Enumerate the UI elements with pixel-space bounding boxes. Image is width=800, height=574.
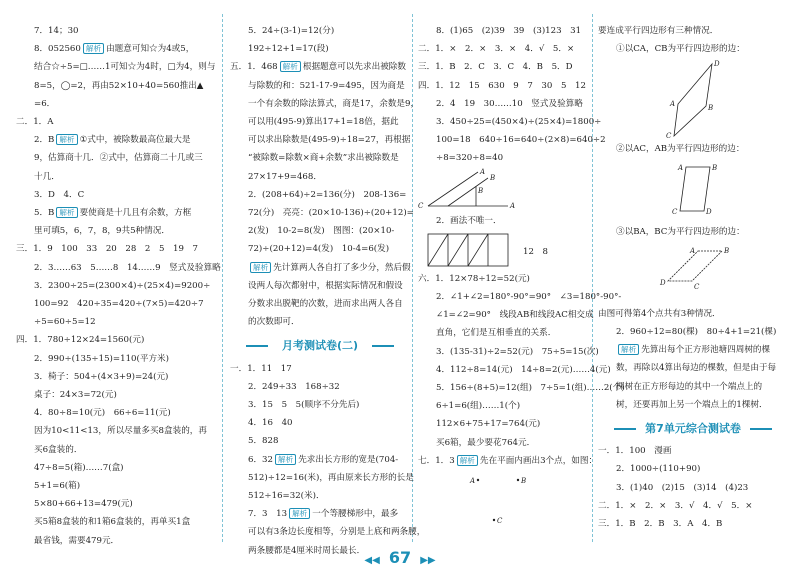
answer-line bbox=[16, 222, 212, 240]
answer-text: 27×17+9=468． bbox=[248, 171, 322, 182]
answer-line bbox=[230, 204, 414, 222]
answer-line bbox=[230, 131, 410, 149]
answer-text: 一．1．11 17 bbox=[230, 363, 292, 374]
analysis-text: 根据题意可以先求出被除数 bbox=[302, 62, 406, 73]
answer-line bbox=[230, 77, 410, 95]
answer-text: 2．4 19 30……10 竖式及验算略 bbox=[436, 98, 583, 109]
answer-text: 数，再除以4算出每边的棵数，但是由于每 bbox=[616, 363, 777, 374]
point-label: B bbox=[724, 246, 730, 255]
answer-text: 三．1．B 2．C 3．C 4．B 5．D bbox=[418, 62, 573, 73]
analysis-tag: 解析 bbox=[457, 455, 478, 466]
answer-text: 因为10<11<13，所以尽量多买8盒装的，再 bbox=[34, 426, 207, 437]
answer-line bbox=[230, 277, 410, 295]
answer-line bbox=[16, 95, 212, 113]
ray-line bbox=[428, 172, 478, 206]
answer-text: 十几． bbox=[34, 171, 60, 182]
para2-figure bbox=[598, 159, 788, 223]
answer-line bbox=[230, 505, 410, 523]
page-number: 67 bbox=[388, 548, 412, 567]
answer-text: 四．1．12 15 630 9 7 30 5 12 bbox=[418, 80, 586, 91]
answer-line bbox=[598, 359, 788, 377]
parallelogram bbox=[668, 251, 722, 281]
answer-text: 112×6+75+17=764(元) bbox=[436, 419, 541, 430]
grid-diagonal bbox=[468, 234, 488, 266]
answer-line bbox=[16, 259, 221, 277]
answer-line bbox=[230, 313, 410, 331]
answer-line bbox=[16, 240, 212, 258]
answer-line bbox=[418, 324, 590, 342]
answer-text: 5．24÷(3-1)=12(分) bbox=[248, 26, 335, 36]
parallelogram-drawing bbox=[598, 241, 778, 305]
answer-text: 3．15 5 5(顺序不分先后) bbox=[248, 400, 360, 411]
angle-drawing bbox=[418, 168, 568, 212]
answer-line bbox=[418, 288, 622, 306]
answer-text: 买6盒装的． bbox=[34, 444, 83, 455]
answer-line bbox=[418, 415, 590, 433]
answer-text: ③以BA，BC为平行四边形的边： bbox=[616, 226, 745, 237]
answer-text: 6．32 bbox=[248, 454, 273, 465]
answer-text: 4．80÷8=10(元) 66÷6=11(元) bbox=[34, 408, 171, 419]
answer-line bbox=[16, 404, 212, 422]
answer-text: 5×80+66+13=479(元) bbox=[34, 499, 133, 510]
answer-line bbox=[16, 477, 212, 495]
answer-text: 72(分) 亮亮：(20×10-136)÷(20+12)= bbox=[248, 208, 414, 219]
answer-line bbox=[230, 22, 410, 40]
answer-text: 要连成平行四边形有三种情况． bbox=[598, 26, 719, 36]
point-label: C bbox=[418, 201, 424, 210]
answer-text: 由图可得第4个点共有3种情况． bbox=[598, 308, 721, 319]
point-label: A bbox=[470, 477, 476, 486]
answer-text: 2．画法不唯一． bbox=[436, 215, 502, 226]
point-dot bbox=[477, 479, 479, 481]
point-label: A bbox=[690, 246, 696, 255]
answer-line bbox=[16, 149, 212, 167]
points-figure bbox=[418, 470, 590, 528]
para3-figure bbox=[598, 241, 788, 305]
answer-text: ÷8=320÷8=40 bbox=[436, 153, 504, 164]
answer-text: 2(发) 10-2=8(发) 图图：(20×10- bbox=[248, 226, 395, 237]
answer-line bbox=[230, 451, 410, 469]
answer-line bbox=[418, 343, 599, 361]
point-label: C bbox=[497, 517, 503, 526]
analysis-text: 先求出长方形的宽是(704- bbox=[298, 454, 399, 465]
answer-text: ∠1=∠2=90° 线段AB和线段AC相交成 bbox=[436, 310, 594, 321]
points-drawing bbox=[418, 470, 588, 528]
answer-line bbox=[16, 113, 212, 131]
grid-answer: 12 8 bbox=[523, 246, 548, 257]
point-label: A bbox=[510, 201, 516, 210]
point-label: C bbox=[666, 132, 672, 141]
answer-line bbox=[16, 368, 212, 386]
answer-line bbox=[230, 414, 410, 432]
answer-line bbox=[598, 22, 788, 40]
answer-line bbox=[598, 378, 788, 396]
column-divider bbox=[412, 14, 413, 542]
answer-text: 一．1．100 漫画 bbox=[598, 446, 672, 457]
column-3 bbox=[418, 22, 625, 528]
answer-line bbox=[230, 432, 410, 450]
point-dot bbox=[517, 479, 519, 481]
answer-text: 结合☆÷5=□……1可知☆为4时，□为4，则与 bbox=[34, 62, 216, 73]
answer-text: 3．D 4．C bbox=[34, 189, 85, 200]
answer-text: 二．1．× 2．× 3．√ 4．√ 5．× bbox=[598, 500, 753, 511]
answer-line bbox=[230, 360, 410, 378]
answer-line bbox=[418, 149, 590, 167]
answer-line bbox=[16, 386, 212, 404]
column-4 bbox=[598, 22, 788, 533]
answer-text: 2．3……63 5……8 14……9 竖式及验算略 bbox=[34, 262, 221, 273]
parallelogram-drawing bbox=[598, 58, 778, 140]
answer-line bbox=[418, 306, 594, 324]
answer-line bbox=[418, 212, 590, 230]
answer-text: 买6箱，最少要花764元． bbox=[436, 437, 536, 448]
answer-text: 可以求出除数是(495-9)÷18=27，再根据 bbox=[248, 135, 411, 146]
analysis-text: 一个等腰梯形中，最多 bbox=[312, 509, 399, 520]
answer-text: 2．249÷33 168÷32 bbox=[248, 381, 340, 392]
answer-line bbox=[418, 397, 590, 415]
answer-line bbox=[230, 149, 410, 167]
answer-line bbox=[16, 295, 212, 313]
point-label: C bbox=[672, 207, 678, 216]
answer-line bbox=[418, 113, 602, 131]
answer-text: 可以有3条边长度相等，分别是上底和两条腰， bbox=[248, 527, 426, 538]
parallelogram-drawing bbox=[598, 159, 778, 223]
answer-line bbox=[598, 341, 788, 359]
analysis-tag: 解析 bbox=[56, 207, 77, 218]
answer-line bbox=[418, 361, 611, 379]
answer-line bbox=[16, 422, 212, 440]
answer-text: 2．B bbox=[34, 135, 55, 146]
answer-text: 三．1．9 100 33 20 28 2 5 19 7 bbox=[16, 244, 199, 255]
answer-text: 9，估算商十几．②式中，估算商二十几或三 bbox=[34, 153, 203, 164]
answer-text: 树，还要再加上另一个端点上的1棵树． bbox=[616, 399, 768, 410]
answer-text: 2．1000÷(110+90) bbox=[616, 464, 701, 475]
point-label: A bbox=[678, 163, 684, 172]
answer-text: 三．1．B 2．B 3．A 4．B bbox=[598, 519, 723, 530]
page-footer bbox=[0, 545, 800, 567]
answer-line bbox=[16, 277, 212, 295]
answer-line bbox=[598, 223, 788, 241]
answer-line bbox=[230, 95, 420, 113]
answer-line bbox=[230, 396, 410, 414]
analysis-text: 先算出每个正方形池塘四周树的棵 bbox=[641, 345, 771, 356]
answer-line bbox=[418, 379, 625, 397]
answer-text: 二．1．A bbox=[16, 117, 54, 128]
answer-text: 5+1=6(箱) bbox=[34, 481, 81, 492]
point-label: D bbox=[714, 60, 720, 69]
answer-line bbox=[598, 479, 788, 497]
next-arrows-icon: ▶▶ bbox=[420, 555, 436, 566]
answer-line bbox=[230, 240, 410, 258]
answer-line bbox=[418, 77, 590, 95]
answer-text: 512÷16=32(米)． bbox=[248, 491, 325, 502]
answer-line bbox=[418, 22, 590, 40]
answer-line bbox=[16, 513, 212, 531]
answer-text: 5．B bbox=[34, 208, 55, 219]
section-title: 第7单元综合测试卷 bbox=[598, 420, 788, 438]
para1-figure bbox=[598, 58, 788, 140]
answer-line bbox=[230, 469, 414, 487]
column-1 bbox=[16, 22, 221, 550]
answer-line bbox=[598, 396, 788, 414]
analysis-tag: 解析 bbox=[56, 134, 77, 145]
answer-line bbox=[230, 295, 410, 313]
answer-text: 6÷1=6(组)……1(个) bbox=[436, 401, 521, 412]
point-label: B bbox=[478, 186, 484, 195]
point-dot bbox=[493, 519, 495, 521]
prev-arrows-icon: ◀◀ bbox=[364, 555, 380, 566]
answer-text: 2．(208+64)÷2=136(分) 208-136= bbox=[248, 189, 407, 200]
point-label: D bbox=[706, 207, 712, 216]
answer-line bbox=[16, 40, 212, 58]
grid-diagonal bbox=[428, 234, 448, 266]
analysis-tag: 解析 bbox=[275, 454, 296, 465]
analysis-text: 先计算两人各自打了多少分，然后假 bbox=[273, 262, 411, 273]
answer-text: ①以CA，CB为平行四边形的边： bbox=[616, 44, 745, 55]
answer-line bbox=[418, 270, 590, 288]
answer-line bbox=[230, 222, 410, 240]
answer-text: 2．960÷12=80(棵) 80÷4+1=21(棵) bbox=[616, 327, 777, 338]
answer-line bbox=[598, 460, 788, 478]
answer-line bbox=[598, 497, 788, 515]
analysis-tag: 解析 bbox=[280, 61, 301, 72]
answer-text: 买5箱8盒装的和1箱6盒装的，再单买1盒 bbox=[34, 517, 191, 528]
answer-text: 7．14；30 bbox=[34, 26, 79, 36]
point-label: B bbox=[708, 104, 714, 113]
answer-line bbox=[230, 186, 410, 204]
answer-line bbox=[16, 313, 212, 331]
answer-text: 3．(135-31)÷2=52(元) 75÷5=15(次) bbox=[436, 346, 599, 357]
answer-text: 100=92 420÷35=420÷(7×5)=420÷7 bbox=[34, 299, 204, 310]
answer-text: 与除数的和：521-17-9=495，因为商是 bbox=[248, 80, 405, 91]
answer-line bbox=[418, 131, 606, 149]
answer-text: 2．990÷(135÷15)=110(平方米) bbox=[34, 353, 169, 364]
answer-text: 最省钱，需要479元． bbox=[34, 535, 120, 546]
point-label: D bbox=[660, 278, 666, 287]
answer-line bbox=[598, 40, 788, 58]
answer-text: ②以AC，AB为平行四边形的边： bbox=[616, 144, 745, 155]
answer-line bbox=[598, 323, 788, 341]
point-label: A bbox=[480, 167, 486, 176]
point-label: A bbox=[670, 100, 676, 109]
analysis-tag: 解析 bbox=[250, 262, 271, 273]
answer-text: 8．052560 bbox=[34, 44, 81, 55]
answer-text: 3．(1)40 (2)15 (3)14 (4)23 bbox=[616, 482, 749, 493]
answer-text: 5．828 bbox=[248, 436, 279, 447]
answer-text: 8=5，◯=2，再由52×10+40=560推出▲ bbox=[34, 80, 204, 91]
answer-line bbox=[418, 58, 590, 76]
answer-text: 3．2300÷25=(2300×4)÷(25×4)=9200÷ bbox=[34, 280, 211, 291]
answer-text: “被除数=除数×商+余数”求出被除数是 bbox=[248, 153, 399, 164]
answer-text: 五．1．468 bbox=[230, 62, 278, 73]
answer-line bbox=[418, 40, 590, 58]
answer-text: 可以用(495-9)算出17+1=18倍，据此 bbox=[248, 117, 399, 128]
analysis-tag: 解析 bbox=[618, 344, 639, 355]
grid-figure bbox=[418, 230, 590, 270]
angle-figure bbox=[418, 168, 590, 212]
answer-text: 72)÷(20+12)=4(发) 10-4=6(发) bbox=[248, 244, 390, 255]
answer-line bbox=[418, 434, 590, 452]
answer-line bbox=[16, 204, 212, 222]
answer-line bbox=[16, 350, 212, 368]
answer-text: 直角，它们是互相垂直的关系． bbox=[436, 328, 557, 339]
point-label: B bbox=[521, 477, 527, 486]
answer-line bbox=[598, 305, 788, 323]
answer-line bbox=[16, 77, 212, 95]
answer-text: 512)÷12=16(米)，再由原来长方形的长是 bbox=[248, 472, 414, 483]
answer-text: 100=18 640÷16=640÷(2×8)=640÷2 bbox=[436, 135, 606, 146]
answer-line bbox=[16, 168, 212, 186]
answer-line bbox=[16, 58, 216, 76]
answer-text: 二．1．× 2．× 3．× 4．√ 5．× bbox=[418, 44, 575, 55]
answer-line bbox=[16, 22, 212, 40]
parallelogram bbox=[674, 64, 712, 136]
answer-line bbox=[598, 442, 788, 460]
answer-text: 192÷12+1=17(段) bbox=[248, 44, 329, 55]
answer-text: 七．1．3 bbox=[418, 455, 455, 466]
answer-line bbox=[16, 186, 212, 204]
point-label: B bbox=[490, 173, 496, 182]
answer-text: 47÷8=5(箱)……7(盒) bbox=[34, 462, 124, 473]
answer-text: 3．450÷25=(450×4)÷(25×4)=1800÷ bbox=[436, 117, 602, 128]
answer-text: 桌子：24×3=72(元) bbox=[34, 390, 117, 401]
answer-text: 两条腰都是4厘米时周长最长． bbox=[248, 545, 366, 556]
answer-line bbox=[418, 452, 598, 470]
analysis-tag: 解析 bbox=[83, 43, 104, 54]
answer-text: =6． bbox=[34, 98, 56, 109]
answer-line bbox=[16, 459, 212, 477]
answer-line bbox=[418, 95, 590, 113]
answer-text: 的次数即可． bbox=[248, 317, 300, 328]
answer-line bbox=[230, 168, 410, 186]
analysis-text: 先在平面内画出3个点，如图： bbox=[479, 455, 598, 466]
answer-text: 设两人每次都射中，根据实际情况和假设 bbox=[248, 280, 403, 291]
section-title: 月考测试卷(二) bbox=[230, 337, 410, 355]
answer-line bbox=[16, 331, 212, 349]
answer-line bbox=[230, 487, 410, 505]
answer-line bbox=[230, 378, 410, 396]
answer-line bbox=[230, 523, 426, 541]
answer-text: 5．156÷(8+5)=12(组) 7÷5=1(组)……2(个) bbox=[436, 383, 625, 394]
column-2 bbox=[230, 22, 426, 560]
answer-text: 六．1．12×78÷12=52(元) bbox=[418, 273, 530, 284]
answer-text: 一个有余数的除法算式，商是17，余数是9， bbox=[248, 98, 420, 109]
answer-line bbox=[230, 40, 410, 58]
answer-line bbox=[16, 495, 212, 513]
analysis-tag: 解析 bbox=[289, 508, 310, 519]
answer-text: 8．(1)65 (2)39 39 (3)123 31 bbox=[436, 26, 582, 36]
point-label: B bbox=[712, 163, 718, 172]
answer-line bbox=[598, 140, 788, 158]
point-label: C bbox=[694, 282, 700, 291]
analysis-text: 要使商是十几且有余数，方框 bbox=[79, 208, 192, 219]
answer-text: 棵树在正方形每边的其中一个端点上的 bbox=[616, 381, 763, 392]
grid-drawing bbox=[418, 230, 588, 270]
answer-line bbox=[230, 58, 410, 76]
answer-text: ÷5=60÷5=12 bbox=[34, 317, 96, 328]
analysis-text: 由题意可知☆为4或5， bbox=[106, 44, 195, 55]
answer-text: 4．112÷8=14(元) 14÷8=2(元)……4(元) bbox=[436, 364, 611, 375]
analysis-text: ①式中，被除数最高位最大是 bbox=[79, 135, 191, 146]
answer-text: 3．椅子：504÷(4×3+9)=24(元) bbox=[34, 371, 169, 382]
answer-text: 分数求出脱靶的次数，进而求出两人各自 bbox=[248, 299, 403, 310]
grid-diagonal bbox=[448, 234, 468, 266]
answer-text: 2．∠1+∠2=180°-90°=90° ∠3=180°-90°- bbox=[436, 292, 622, 303]
answer-text: 里可填5，6，7，8，9共5种情况． bbox=[34, 226, 170, 237]
column-divider bbox=[222, 14, 223, 542]
parallelogram bbox=[680, 167, 710, 211]
answer-text: 7．3 13 bbox=[248, 509, 288, 520]
answer-text: 4．16 40 bbox=[248, 418, 293, 429]
answer-line bbox=[598, 515, 788, 533]
answer-line bbox=[230, 113, 410, 131]
answer-line bbox=[230, 259, 410, 277]
answer-text: 四．1．780÷12×24=1560(元) bbox=[16, 335, 145, 346]
answer-line bbox=[16, 131, 212, 149]
answer-line bbox=[16, 441, 212, 459]
